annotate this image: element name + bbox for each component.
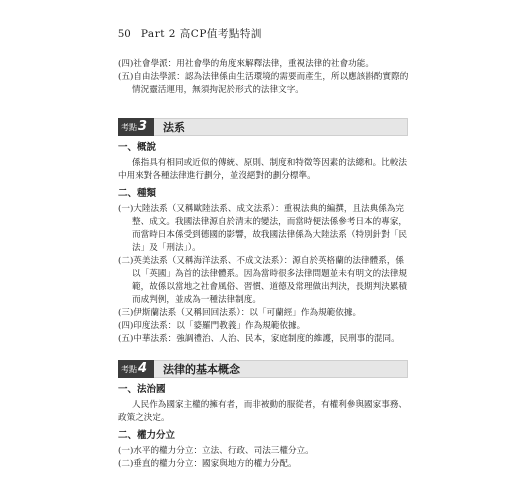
intro-line: (四)社會學派：用社會學的角度來解釋法律，重視法律的社會功能。	[118, 59, 374, 69]
section-title: 法系	[163, 121, 185, 134]
list-line: (五)中華法系：強調禮治、人治、民本，家庭制度的維護，民刑事的混同。	[118, 334, 400, 344]
list-line: (一)大陸法系（又稱歐陸法系、成文法系）：重視法典的編撰，且法典係為完	[118, 204, 405, 214]
badge-label: 考點	[121, 365, 137, 374]
badge-label: 考點	[121, 123, 137, 132]
list-line: (一)水平的權力分立：立法、行政、司法三權分立。	[118, 446, 314, 456]
paragraph-line: 係指具有相同或近似的傳統、原則、制度和特徵等因素的法總和。比較法	[132, 158, 408, 168]
section-title: 法律的基本概念	[163, 363, 240, 376]
list-line: (四)印度法系：以「婆羅門教義」作為規範依據。	[118, 321, 306, 331]
list-line: (三)伊斯蘭法系（又稱回回法系）：以「可蘭經」作為規範依據。	[118, 308, 362, 318]
list-line: 以「英國」為首的法律體系。因為當時很多法律問題並未有明文的法律規	[132, 269, 408, 279]
page-number: 50	[118, 26, 131, 40]
section-badge	[118, 118, 154, 136]
subheading-types: 二、種類	[118, 188, 157, 199]
list-line: 整、成文。我國法律源自於清末的變法，而當時便法係參考日本的專家，	[132, 217, 408, 227]
intro-line: (五)自由法學派：認為法律係由生活環境的需要而產生，所以應該斟酌實際的	[118, 72, 409, 82]
section-badge	[118, 360, 154, 378]
subheading-overview: 一、概說	[118, 142, 157, 153]
paragraph-line: 政策之決定。	[118, 413, 170, 423]
list-line: 範，故係以當地之社會風俗、習慣、道德及常理做出判決，長期判決累積	[132, 282, 408, 292]
subheading-separation-of-powers: 二、權力分立	[118, 430, 176, 441]
list-line: (二)垂直的權力分立：國家與地方的權力分配。	[118, 459, 297, 469]
badge-number: 4	[138, 361, 148, 376]
paragraph-line: 人民作為國家主權的擁有者，而非被動的服從者，有權利參與國家事務、	[132, 400, 408, 410]
list-line: 法」及「刑法」）。	[132, 243, 201, 253]
intro-line: 情況靈活運用，無須拘泥於形式的法律文字。	[132, 85, 304, 95]
badge-number: 3	[138, 119, 148, 134]
section-banner-4	[118, 360, 408, 378]
running-title: Part 2 高CP值考點特訓	[140, 28, 262, 40]
subheading-rule-of-law: 一、法治國	[118, 384, 166, 395]
section-banner-3	[118, 118, 408, 136]
list-line: (二)英美法系（又稱海洋法系、不成文法系）：源自於英格蘭的法律體系，係	[118, 256, 405, 266]
page-header	[118, 26, 262, 41]
paragraph-line: 中用來對各種法律進行劃分，並沒絕對的劃分標準。	[118, 171, 316, 181]
list-line: 而當時日本係受到德國的影響，故我國法律係為大陸法系（特別針對「民	[132, 230, 408, 240]
list-line: 而成判例，並成為一種法律制度。	[132, 295, 261, 305]
